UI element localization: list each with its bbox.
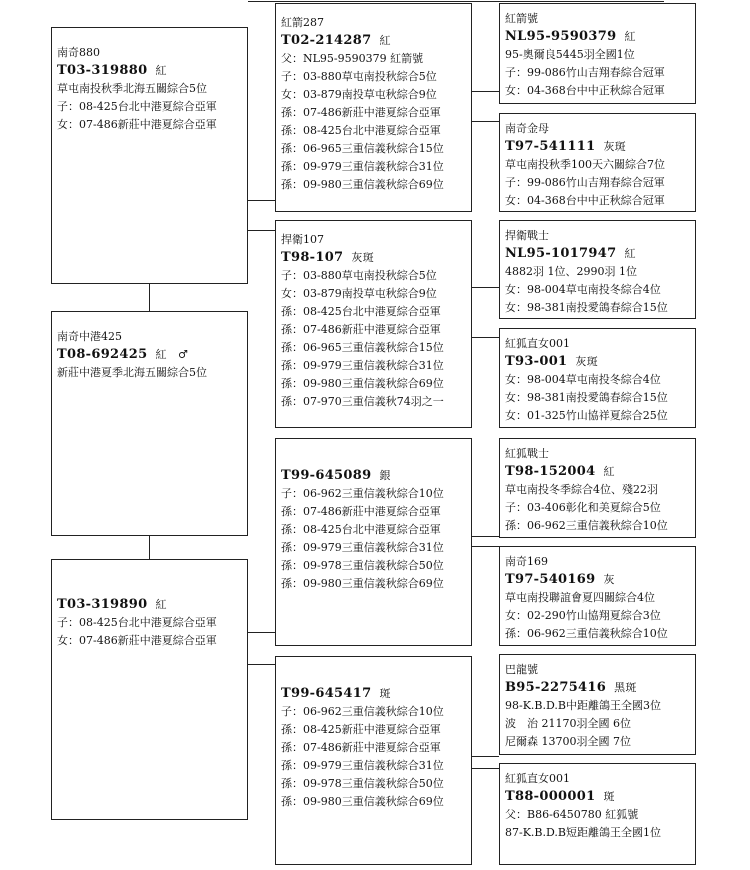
plumage-color: 紅 xyxy=(624,30,636,43)
achievement-line: 草屯南投冬季綜合4位、殘22羽 xyxy=(505,483,658,496)
ring-id: NL95-1017947 xyxy=(505,246,617,261)
achievement-line: 孫：08-425台北中港夏綜合亞軍 xyxy=(281,124,441,137)
plumage-color: 紅 xyxy=(379,34,391,47)
ring-number xyxy=(505,679,690,697)
ring-number xyxy=(505,138,690,156)
connector-line xyxy=(472,287,499,288)
achievement-line: 孫：07-486新莊中港夏綜合亞軍 xyxy=(281,323,441,336)
gen2-pigeon-card-1 xyxy=(275,3,472,212)
achievement-line: 孫：07-486新莊中港夏綜合亞軍 xyxy=(281,505,441,518)
ring-id: T03-319880 xyxy=(57,63,148,78)
plumage-color: 灰斑 xyxy=(603,140,627,153)
achievement-line: 孫：09-979三重信義秋綜合31位 xyxy=(281,759,444,772)
achievement-line: 孫：09-979三重信義秋綜合31位 xyxy=(281,541,444,554)
achievement-line: 子：99-086竹山吉翔春綜合冠軍 xyxy=(505,176,665,189)
pigeon-name: 捍衛戰士 xyxy=(505,229,549,242)
pigeon-name: 紅狐直女001 xyxy=(505,337,570,350)
achievement-line: 孫：09-980三重信義秋綜合69位 xyxy=(281,377,444,390)
gen2-pigeon-card-4 xyxy=(275,656,472,865)
ring-id: T03-319890 xyxy=(57,597,148,612)
connector-line xyxy=(248,1,664,2)
plumage-color: 紅 xyxy=(624,247,636,260)
achievement-line: 女：07-486新莊中港夏綜合亞軍 xyxy=(57,634,217,647)
ring-id: T88-000001 xyxy=(505,789,596,804)
achievement-line: 女：98-381南投愛鴿春綜合15位 xyxy=(505,301,668,314)
pigeon-name: 紅箭號 xyxy=(505,12,538,25)
ring-number xyxy=(505,245,690,263)
ring-number xyxy=(505,571,690,589)
connector-line xyxy=(248,200,275,201)
achievement-line: 孫：09-979三重信義秋綜合31位 xyxy=(281,359,444,372)
achievement-line: 女：03-879南投草屯秋綜合9位 xyxy=(281,88,437,101)
pigeon-name: 巴龍號 xyxy=(505,663,538,676)
achievement-line: 孫：07-486新莊中港夏綜合亞軍 xyxy=(281,741,441,754)
ring-id: T97-541111 xyxy=(505,139,596,154)
achievement-line: 草屯南投秋季100天六關綜合7位 xyxy=(505,158,665,171)
achievement-line: 女：04-368台中中正秋綜合冠軍 xyxy=(505,84,665,97)
achievement-line: 孫：07-970三重信義秋74羽之一 xyxy=(281,395,444,408)
plumage-color: 斑 xyxy=(603,790,615,803)
gen3-pigeon-card-1 xyxy=(499,3,696,104)
gen3-pigeon-card-8 xyxy=(499,763,696,865)
achievement-line: 87-K.B.D.B短距離鴿王全國1位 xyxy=(505,826,662,839)
connector-line xyxy=(248,230,275,231)
achievement-line: 孫：09-980三重信義秋綜合69位 xyxy=(281,178,444,191)
connector-line xyxy=(472,337,499,338)
achievement-line: 子：03-880草屯南投秋綜合5位 xyxy=(281,70,437,83)
achievement-line: 女：04-368台中中正秋綜合冠軍 xyxy=(505,194,665,207)
achievement-line: 子：08-425台北中港夏綜合亞軍 xyxy=(57,616,217,629)
achievement-line: 孫：09-980三重信義秋綜合69位 xyxy=(281,795,444,808)
ring-id: T98-107 xyxy=(281,250,344,265)
achievement-line: 孫：09-978三重信義秋綜合50位 xyxy=(281,777,444,790)
achievement-line: 孫：09-979三重信義秋綜合31位 xyxy=(281,160,444,173)
gen3-pigeon-card-3 xyxy=(499,220,696,319)
plumage-color: 銀 xyxy=(379,469,391,482)
achievement-line: 女：02-290竹山協翔夏綜合3位 xyxy=(505,609,661,622)
achievement-line: 子：06-962三重信義秋綜合10位 xyxy=(281,705,444,718)
ring-number xyxy=(57,62,242,80)
connector-line xyxy=(149,536,150,559)
ring-number xyxy=(57,346,242,364)
achievement-line: 孫：07-486新莊中港夏綜合亞軍 xyxy=(281,106,441,119)
achievement-line: 子：99-086竹山吉翔春綜合冠軍 xyxy=(505,66,665,79)
connector-line xyxy=(149,284,150,311)
connector-line xyxy=(472,536,499,537)
gen3-pigeon-card-2 xyxy=(499,113,696,212)
ring-number xyxy=(57,596,242,614)
pigeon-name: 南奇金母 xyxy=(505,122,549,135)
gen2-pigeon-card-3 xyxy=(275,438,472,646)
plumage-color: 黑斑 xyxy=(614,681,637,694)
gen1-pigeon-card-3 xyxy=(51,559,248,820)
achievement-line: 孫：06-962三重信義秋綜合10位 xyxy=(505,519,668,532)
achievement-line: 女：98-381南投愛鴿春綜合15位 xyxy=(505,391,668,404)
ring-number xyxy=(281,249,466,267)
pigeon-name: 南奇中港425 xyxy=(57,330,122,343)
plumage-color: 灰斑 xyxy=(575,355,599,368)
plumage-color: 灰斑 xyxy=(351,251,375,264)
gen1-pigeon-card-2 xyxy=(51,311,248,536)
achievement-line: 女：07-486新莊中港夏綜合亞軍 xyxy=(57,118,217,131)
ring-number xyxy=(505,28,690,46)
ring-number xyxy=(281,467,466,485)
ring-number xyxy=(505,353,690,371)
achievement-line: 4882羽 1位、2990羽 1位 xyxy=(505,265,637,278)
pigeon-name: 紅狐戰士 xyxy=(505,447,549,460)
achievement-line: 孫：09-980三重信義秋綜合69位 xyxy=(281,577,444,590)
ring-number xyxy=(505,463,690,481)
achievement-line: 孫：08-425台北中港夏綜合亞軍 xyxy=(281,523,441,536)
ring-id: T99-645417 xyxy=(281,686,372,701)
achievement-line: 草屯南投聯誼會夏四關綜合4位 xyxy=(505,591,655,604)
achievement-line: 子：03-406彰化和美夏綜合5位 xyxy=(505,501,661,514)
plumage-color: 灰 xyxy=(603,573,615,586)
gen3-pigeon-card-6 xyxy=(499,546,696,646)
achievement-line: 孫：08-425台北中港夏綜合亞軍 xyxy=(281,305,441,318)
ring-id: NL95-9590379 xyxy=(505,29,617,44)
gen3-pigeon-card-7 xyxy=(499,654,696,755)
connector-line xyxy=(472,756,499,757)
pigeon-name: 捍衛107 xyxy=(281,233,324,246)
pigeon-name: 紅狐直女001 xyxy=(505,772,570,785)
connector-line xyxy=(472,121,499,122)
achievement-line: 98-K.B.D.B中距離鴿王全國3位 xyxy=(505,699,662,712)
plumage-color: 紅 ♂ xyxy=(155,348,189,361)
ring-id: T02-214287 xyxy=(281,33,372,48)
achievement-line: 父：NL95-9590379 紅箭號 xyxy=(281,52,424,65)
ring-id: B95-2275416 xyxy=(505,680,607,695)
gen3-pigeon-card-5 xyxy=(499,438,696,538)
ring-id: T97-540169 xyxy=(505,572,596,587)
plumage-color: 紅 xyxy=(155,64,167,77)
ring-id: T08-692425 xyxy=(57,347,148,362)
connector-line xyxy=(472,768,499,769)
achievement-line: 女：98-004草屯南投冬綜合4位 xyxy=(505,373,661,386)
plumage-color: 紅 xyxy=(155,598,167,611)
achievement-line: 子：03-880草屯南投秋綜合5位 xyxy=(281,269,437,282)
achievement-line: 尼爾森 13700羽全國 7位 xyxy=(505,735,631,748)
ring-number xyxy=(505,788,690,806)
achievement-line: 子：08-425台北中港夏綜合亞軍 xyxy=(57,100,217,113)
connector-line xyxy=(248,632,275,633)
gen2-pigeon-card-2 xyxy=(275,220,472,428)
connector-line xyxy=(472,546,499,547)
connector-line xyxy=(472,91,499,92)
achievement-line: 孫：06-962三重信義秋綜合10位 xyxy=(505,627,668,640)
achievement-line: 孫：06-965三重信義秋綜合15位 xyxy=(281,142,444,155)
pigeon-name: 南奇169 xyxy=(505,555,548,568)
gen1-pigeon-card-1 xyxy=(51,27,248,284)
achievement-line: 女：98-004草屯南投冬綜合4位 xyxy=(505,283,661,296)
achievement-line: 女：03-879南投草屯秋綜合9位 xyxy=(281,287,437,300)
pigeon-name: 紅箭287 xyxy=(281,16,324,29)
ring-number xyxy=(281,32,466,50)
achievement-line: 女：01-325竹山協祥夏綜合25位 xyxy=(505,409,668,422)
achievement-line: 95-奧爾良5445羽全國1位 xyxy=(505,48,635,61)
connector-line xyxy=(248,664,275,665)
plumage-color: 斑 xyxy=(379,687,391,700)
achievement-line: 孫：09-978三重信義秋綜合50位 xyxy=(281,559,444,572)
gen3-pigeon-card-4 xyxy=(499,328,696,428)
plumage-color: 紅 xyxy=(603,465,615,478)
achievement-line: 新莊中港夏季北海五關綜合5位 xyxy=(57,366,207,379)
ring-id: T98-152004 xyxy=(505,464,596,479)
achievement-line: 孫：06-965三重信義秋綜合15位 xyxy=(281,341,444,354)
ring-id: T99-645089 xyxy=(281,468,372,483)
achievement-line: 草屯南投秋季北海五關綜合5位 xyxy=(57,82,207,95)
achievement-line: 子：06-962三重信義秋綜合10位 xyxy=(281,487,444,500)
achievement-line: 父：B86-6450780 紅狐號 xyxy=(505,808,639,821)
ring-number xyxy=(281,685,466,703)
ring-id: T93-001 xyxy=(505,354,568,369)
pigeon-name: 南奇880 xyxy=(57,46,100,59)
achievement-line: 孫：08-425新莊中港夏綜合亞軍 xyxy=(281,723,441,736)
achievement-line: 波 治 21170羽全國 6位 xyxy=(505,717,631,730)
